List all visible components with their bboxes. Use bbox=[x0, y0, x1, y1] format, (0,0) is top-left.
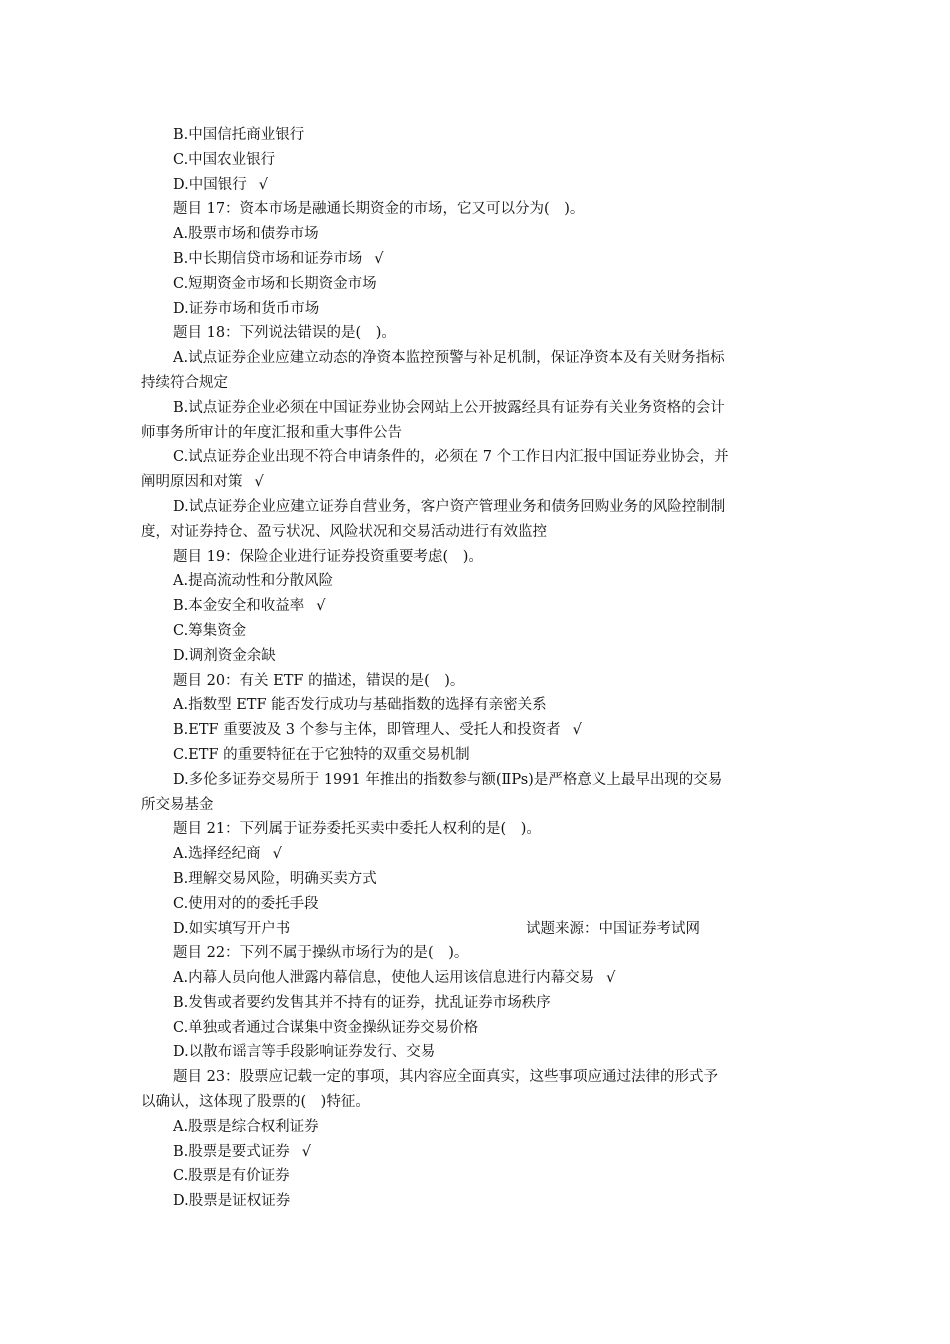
paragraph-continuation bbox=[141, 371, 811, 396]
line-text: 题目 18：下列说法错误的是( )。 bbox=[173, 325, 396, 342]
option-line bbox=[141, 867, 811, 892]
line-text: D.股票是证权证券 bbox=[173, 1193, 291, 1210]
paragraph-line: C.试点证券企业出现不符合申请条件的，必须在 7 个工作日内汇报中国证券业协会，并 bbox=[173, 449, 729, 466]
continuation-text: 以确认，这体现了股票的( )特征。 bbox=[141, 1094, 370, 1111]
wrapped-paragraph bbox=[141, 768, 811, 818]
option-line bbox=[141, 842, 811, 867]
line-text: B.发售或者要约发售其并不持有的证券，扰乱证券市场秩序 bbox=[173, 994, 551, 1011]
line-text: C.使用对的的委托手段 bbox=[173, 895, 319, 912]
paragraph-line: D.试点证券企业应建立证券自营业务，客户资产管理业务和债务回购业务的风险控制制 bbox=[173, 498, 726, 515]
question-source-note: 试题来源：中国证券考试网 bbox=[526, 920, 700, 937]
option-line bbox=[141, 1016, 811, 1041]
line-text: D.调剂资金余缺 bbox=[173, 647, 276, 664]
option-line bbox=[141, 917, 811, 942]
option-line bbox=[141, 569, 811, 594]
continuation-text: 所交易基金 bbox=[141, 796, 214, 813]
line-text: C.股票是有价证券 bbox=[173, 1168, 290, 1185]
answer-check-mark: √ bbox=[572, 722, 582, 739]
answer-check-mark: √ bbox=[272, 846, 282, 863]
line-text: D.以散布谣言等手段影响证券发行、交易 bbox=[173, 1044, 436, 1061]
question-line bbox=[141, 669, 811, 694]
line-text: A.提高流动性和分散风险 bbox=[173, 573, 334, 590]
answer-check-mark: √ bbox=[258, 176, 268, 193]
option-line bbox=[141, 991, 811, 1016]
question-line bbox=[141, 941, 811, 966]
document-body bbox=[141, 123, 811, 1214]
continuation-text: 持续符合规定 bbox=[141, 374, 228, 391]
line-text: A.内幕人员向他人泄露内幕信息，使他人运用该信息进行内幕交易 bbox=[173, 970, 595, 987]
line-text: C.单独或者通过合谋集中资金操纵证券交易价格 bbox=[173, 1019, 479, 1036]
paragraph-line: B.试点证券企业必须在中国证券业协会网站上公开披露经具有证券有关业务资格的会计 bbox=[173, 399, 725, 416]
paragraph-line: D.多伦多证券交易所于 1991 年推出的指数参与额(ⅡPs)是严格意义上最早出现的交易 bbox=[173, 771, 723, 788]
continuation-text: 阐明原因和对策 bbox=[141, 474, 243, 491]
option-line bbox=[141, 1164, 811, 1189]
line-text: B.股票是要式证券 bbox=[173, 1143, 290, 1160]
option-line bbox=[141, 966, 811, 991]
line-text: C.短期资金市场和长期资金市场 bbox=[173, 275, 377, 292]
line-text: 题目 20：有关 ETF 的描述，错误的是( )。 bbox=[173, 672, 465, 689]
wrapped-paragraph bbox=[141, 346, 811, 396]
line-text: A.选择经纪商 bbox=[173, 846, 261, 863]
paragraph-line: A.试点证券企业应建立动态的净资本监控预警与补足机制，保证净资本及有关财务指标 bbox=[173, 350, 725, 367]
line-text: B.中国信托商业银行 bbox=[173, 127, 305, 143]
option-line bbox=[141, 644, 811, 669]
line-text: 题目 17：资本市场是融通长期资金的市场，它又可以分为( )。 bbox=[173, 201, 585, 218]
continuation-text: 度，对证券持仓、盈亏状况、风险状况和交易活动进行有效监控 bbox=[141, 523, 547, 540]
option-line bbox=[141, 1115, 811, 1140]
paragraph-continuation bbox=[141, 1090, 811, 1115]
paragraph-continuation bbox=[141, 793, 811, 818]
paragraph-continuation bbox=[141, 520, 811, 545]
line-text: 题目 21：下列属于证券委托买卖中委托人权利的是( )。 bbox=[173, 821, 541, 838]
continuation-text: 师事务所审计的年度汇报和重大事件公告 bbox=[141, 424, 402, 441]
option-line bbox=[141, 693, 811, 718]
paragraph-continuation bbox=[141, 470, 811, 495]
question-line bbox=[141, 321, 811, 346]
paragraph-line: 题目 23：股票应记载一定的事项，其内容应全面真实，这些事项应通过法律的形式予 bbox=[173, 1069, 719, 1086]
wrapped-paragraph bbox=[141, 1065, 811, 1115]
line-text: A.股票是综合权利证券 bbox=[173, 1118, 319, 1135]
option-line bbox=[141, 297, 811, 322]
option-line bbox=[141, 272, 811, 297]
question-line bbox=[141, 545, 811, 570]
wrapped-paragraph bbox=[141, 396, 811, 446]
answer-check-mark: √ bbox=[316, 598, 326, 615]
paragraph-continuation bbox=[141, 421, 811, 446]
line-text: A.指数型 ETF 能否发行成功与基础指数的选择有亲密关系 bbox=[173, 697, 547, 714]
wrapped-paragraph bbox=[141, 495, 811, 545]
answer-check-mark: √ bbox=[254, 474, 264, 491]
option-line bbox=[141, 718, 811, 743]
question-line bbox=[141, 197, 811, 222]
line-text: D.中国银行 bbox=[173, 176, 247, 193]
line-text: C.ETF 的重要特征在于它独特的双重交易机制 bbox=[173, 746, 470, 763]
option-line bbox=[141, 1189, 811, 1214]
line-text: B.ETF 重要波及 3 个参与主体，即管理人、受托人和投资者 bbox=[173, 722, 561, 739]
wrapped-paragraph bbox=[141, 445, 811, 495]
option-line bbox=[141, 892, 811, 917]
option-line bbox=[141, 148, 811, 173]
option-line bbox=[141, 1140, 811, 1165]
option-line bbox=[141, 173, 811, 198]
line-text: C.筹集资金 bbox=[173, 622, 247, 639]
line-text: D.证券市场和货币市场 bbox=[173, 300, 320, 317]
line-text: D.如实填写开户书 bbox=[173, 920, 291, 937]
option-line bbox=[141, 743, 811, 768]
answer-check-mark: √ bbox=[606, 970, 616, 987]
option-line bbox=[141, 247, 811, 272]
line-text: B.中长期信贷市场和证券市场 bbox=[173, 250, 363, 267]
option-line bbox=[141, 1040, 811, 1065]
option-line bbox=[141, 123, 811, 148]
line-text: B.本金安全和收益率 bbox=[173, 598, 305, 615]
answer-check-mark: √ bbox=[301, 1143, 312, 1160]
line-text: 题目 22：下列不属于操纵市场行为的是( )。 bbox=[173, 945, 469, 962]
option-line bbox=[141, 222, 811, 247]
option-line bbox=[141, 594, 811, 619]
question-line bbox=[141, 817, 811, 842]
answer-check-mark: √ bbox=[374, 250, 384, 267]
option-line bbox=[141, 619, 811, 644]
line-text: B.理解交易风险，明确买卖方式 bbox=[173, 870, 377, 887]
line-text: 题目 19：保险企业进行证券投资重要考虑( )。 bbox=[173, 548, 483, 565]
line-text: C.中国农业银行 bbox=[173, 151, 276, 168]
line-text: A.股票市场和债券市场 bbox=[173, 226, 319, 243]
